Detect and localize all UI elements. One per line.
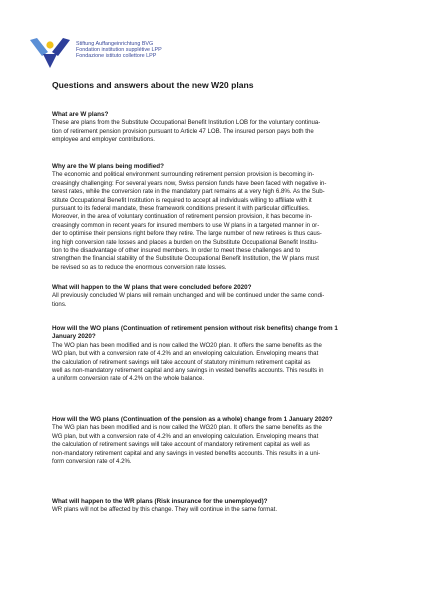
answer-line: WG plan, but with a conversion rate of 4.2% and an enveloping calculation. Enveloping means that [52, 432, 319, 440]
question: Why are the W plans being modified? [52, 163, 164, 170]
header [28, 34, 162, 70]
answer-line: creasingly common in recent years for insured members to use W plans in a targeted manner in or- [52, 221, 320, 229]
answer-line: creasingly challenging: For several years now, Swiss pension funds have been faced with negative in- [52, 179, 327, 187]
answer-line: These are plans from the Substitute Occupational Benefit Institution LOB for the voluntary continua- [52, 119, 321, 127]
answer-line: ing high conversion rate losses and places a burden on the Substitute Occupational Benefit Institu- [52, 238, 318, 246]
question: How will the WG plans (Continuation of the pension as a whole) change from 1 January 2020? [52, 416, 333, 423]
answer-line: All previously concluded W plans will remain unchanged and will be continued under the same condi- [52, 292, 325, 300]
answer-line: The economic and political environment surrounding retirement pension provision is becoming in- [52, 171, 315, 179]
logo-figure-icon [28, 34, 72, 70]
answer-line: The WO plan has been modified and is now called the WO20 plan. It offers the same benefits as the [52, 341, 322, 349]
org-name-fr: Fondation institution supplétive LPP [76, 47, 162, 54]
answer-line: the calculation of retirement savings will take account of mandatory retirement capital as well as [52, 441, 310, 449]
answer-line: der to optimise their pensions right before they retire. The large number of new retirees is thus caus- [52, 230, 322, 238]
organization-name [76, 41, 162, 60]
answer-line: tions. [52, 300, 67, 308]
answer-line: employee and employer contributions. [52, 136, 155, 144]
org-name-it: Fondazione istituto collettore LPP [76, 53, 157, 60]
document-title: Questions and answers about the new W20 plans [52, 80, 254, 90]
question: What will happen to the WR plans (Risk insurance for the unemployed)? [52, 498, 268, 505]
answer-line: be revised so as to reduce the enormous conversion rate losses. [52, 263, 227, 271]
question: What will happen to the W plans that were concluded before 2020? [52, 284, 252, 291]
question: What are W plans? [52, 111, 109, 118]
answer-line: The WG plan has been modified and is now called the WG20 plan. It offers the same benefits as the [52, 424, 322, 432]
answer-line: the calculation of retirement savings will take account of statutory minimum retirement capital as [52, 358, 311, 366]
section-plans-before-2020 [52, 284, 382, 309]
section-what-are-w-plans [52, 111, 382, 145]
answer-line: pursuant to its federal mandate, these framework conditions present it with particular difficulties. [52, 205, 310, 213]
answer-line: a uniform conversion rate of 4.2% on the whole balance. [52, 375, 205, 383]
section-wg-plans [52, 416, 382, 466]
section-why-modified [52, 163, 382, 272]
answer-line: well as non-mandatory retirement capital and any savings in vested benefits accounts. This results in [52, 367, 324, 375]
answer-line: stitute Occupational Benefit Institution is required to accept all individuals willing to affiliate with it [52, 196, 312, 204]
section-wo-plans [52, 325, 382, 384]
question: How will the WO plans (Continuation of retirement pension without risk benefits) change from 1 [52, 325, 338, 332]
org-name-de: Stiftung Auffangeinrichtung BVG [76, 41, 154, 47]
answer-line: tion of retirement pension provision pursuant to Article 47 LOB. The insured person pays both the [52, 127, 314, 135]
answer-line: Moreover, in the area of voluntary continuation of retirement pension provision, it has become in- [52, 213, 313, 221]
section-wr-plans [52, 498, 382, 515]
answer-line: terest rates, while the conversion rate in the mandatory part remains at a very high 6.8%. As the Sub- [52, 188, 325, 196]
answer-line: WO plan, but with a conversion rate of 4.2% and an enveloping calculation. Enveloping means that [52, 350, 319, 358]
answer-line: strengthen the financial stability of the Substitute Occupational Benefit Institution, the W plans must [52, 255, 319, 263]
answer-line: form conversion rate of 4.2%. [52, 458, 132, 466]
answer-line: tion to the disadvantage of other insured members. In order to meet these challenges and to [52, 247, 301, 255]
question-continued: January 2020? [52, 333, 96, 341]
answer-line: WR plans will not be affected by this change. They will continue in the same format. [52, 506, 278, 514]
answer-line: non-mandatory retirement capital and any savings in vested benefits accounts. This results in a uni- [52, 449, 321, 457]
